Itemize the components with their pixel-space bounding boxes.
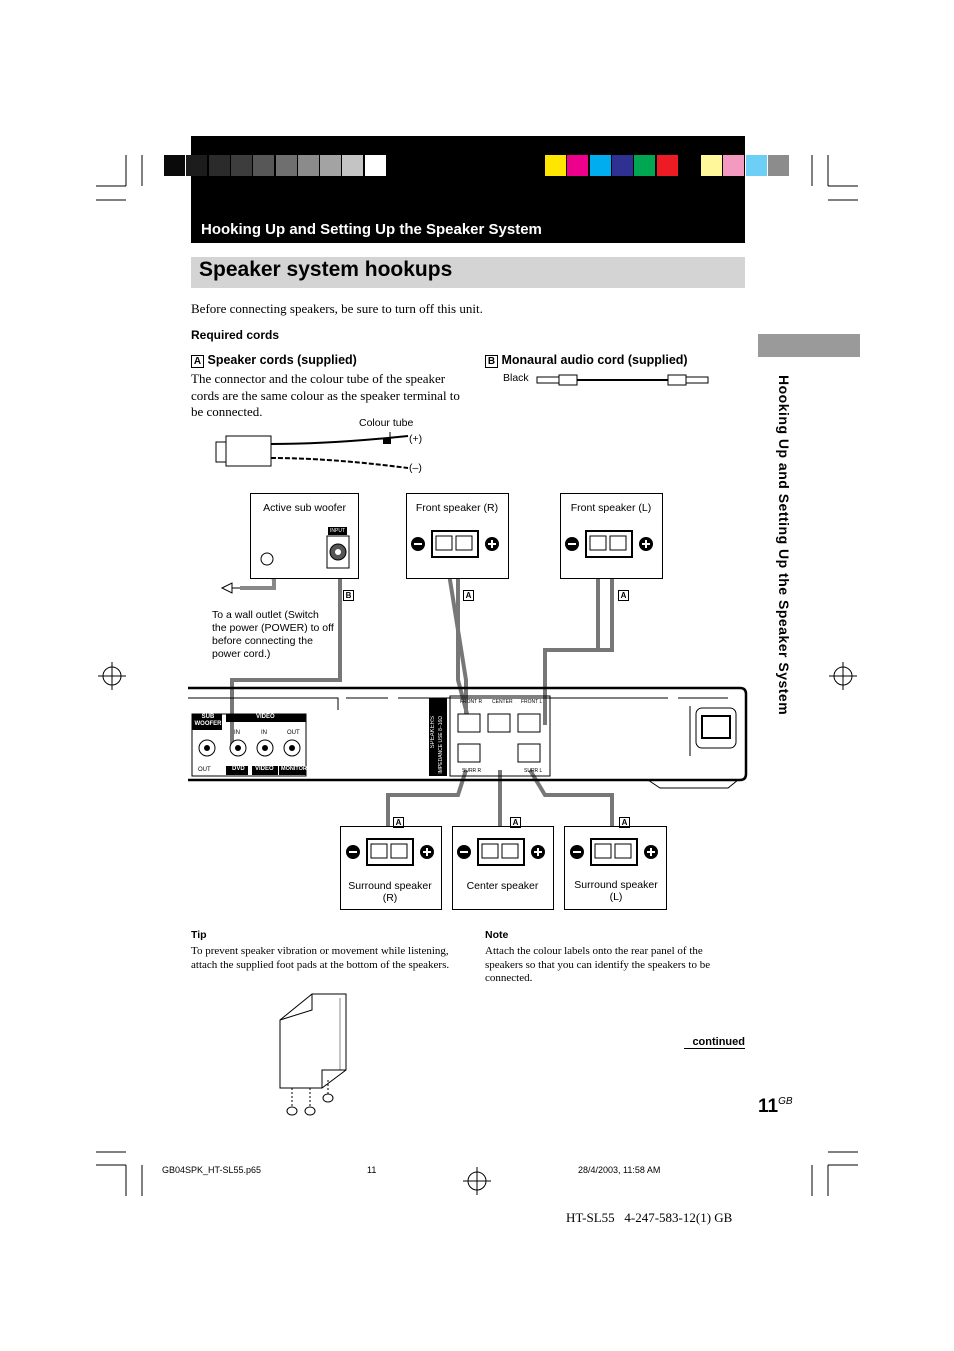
panel-dvd: DVD <box>232 766 245 772</box>
panel-sub-woofer: SUB WOOFER <box>194 714 222 727</box>
front-speaker-r-label: Front speaker (R) <box>415 502 499 514</box>
panel-in2: IN <box>261 730 267 736</box>
tag-a-front-r: A <box>463 585 474 603</box>
page-title: Speaker system hookups <box>199 258 453 281</box>
speaker-terminal-icon <box>411 531 499 557</box>
surround-r-label: Surround speaker (R) <box>348 880 432 904</box>
intro-text: Before connecting speakers, be sure to turn off this unit. <box>191 301 483 316</box>
panel-out1: OUT <box>198 767 211 773</box>
sub-input-label: INPUT <box>330 528 345 534</box>
page-number-value: 11 <box>758 1096 779 1117</box>
note-heading: Note <box>485 929 509 941</box>
tag-b-sub: B <box>343 585 354 603</box>
panel-surr-r: SURR R <box>462 768 482 774</box>
sub-woofer-label: Active sub woofer <box>263 502 346 514</box>
panel-surr-l: SURR L <box>524 768 543 774</box>
tag-a-center: A <box>510 812 521 830</box>
tag-a-front-l: A <box>618 585 629 603</box>
panel-front-r: FRONT R <box>460 699 483 705</box>
plus-label: (+) <box>409 433 423 445</box>
minus-label: (–) <box>409 462 422 474</box>
panel-in1: IN <box>234 730 240 736</box>
tag-a: A <box>191 355 204 368</box>
colour-tube-label: Colour tube <box>359 417 414 429</box>
cord-a-desc: The connector and the colour tube of the speaker cords are the same colour as the speaker terminal to be connected. <box>191 371 460 419</box>
tip-text: To prevent speaker vibration or movement while listening, attach the supplied foot pads at the bottom of the speakers. <box>191 945 450 971</box>
panel-out2: OUT <box>287 730 300 736</box>
speaker-terminal-icon <box>457 839 545 865</box>
tag-a-surr-r: A <box>393 812 404 830</box>
cord-b-title-text: Monaural audio cord (supplied) <box>501 353 688 367</box>
speaker-terminal-icon <box>346 839 434 865</box>
panel-video2: VIDEO <box>255 766 274 772</box>
surround-l-label: Surround speaker (L) <box>574 879 658 903</box>
page-number-suffix: GB <box>778 1096 793 1107</box>
footer-file: GB04SPK_HT-SL55.p65 <box>162 1165 262 1175</box>
cord-a-title-text: Speaker cords (supplied) <box>207 353 357 367</box>
black-label: Black <box>503 372 529 384</box>
note-text: Attach the colour labels onto the rear panel of the speakers so that you can identify the speakers to be connected. <box>485 945 711 984</box>
speaker-terminal-icon <box>570 839 658 865</box>
section-title: Hooking Up and Setting Up the Speaker System <box>201 221 542 238</box>
side-tab-text: Hooking Up and Setting Up the Speaker System <box>776 375 792 716</box>
tag-a-surr-l: A <box>619 812 630 830</box>
required-cords-heading: Required cords <box>191 328 280 342</box>
speaker-terminal-icon <box>565 531 653 557</box>
tag-b: B <box>485 355 498 368</box>
wall-outlet-note: To a wall outlet (Switch the power (POWER) to off before connecting the power cord.) <box>212 609 334 660</box>
page-number <box>758 1096 793 1118</box>
panel-front-l: FRONT L <box>521 699 543 705</box>
tip-heading: Tip <box>191 929 207 941</box>
panel-impedance: IMPEDANCE USE 8–16Ω <box>438 716 444 774</box>
footer-date: 28/4/2003, 11:58 AM <box>578 1165 661 1175</box>
front-speaker-l-label: Front speaker (L) <box>570 502 652 514</box>
continued-label: continued <box>684 1036 745 1049</box>
speaker-foot-pads-illustration <box>278 990 350 1120</box>
footer-page: 11 <box>367 1165 377 1175</box>
footer-model: HT-SL55 4-247-583-12(1) GB <box>566 1210 733 1225</box>
center-label: Center speaker <box>466 880 539 892</box>
panel-video: VIDEO <box>256 714 275 720</box>
panel-monitor: MONITOR <box>281 766 307 772</box>
panel-speakers: SPEAKERS <box>430 716 436 749</box>
panel-center: CENTER <box>492 699 513 705</box>
